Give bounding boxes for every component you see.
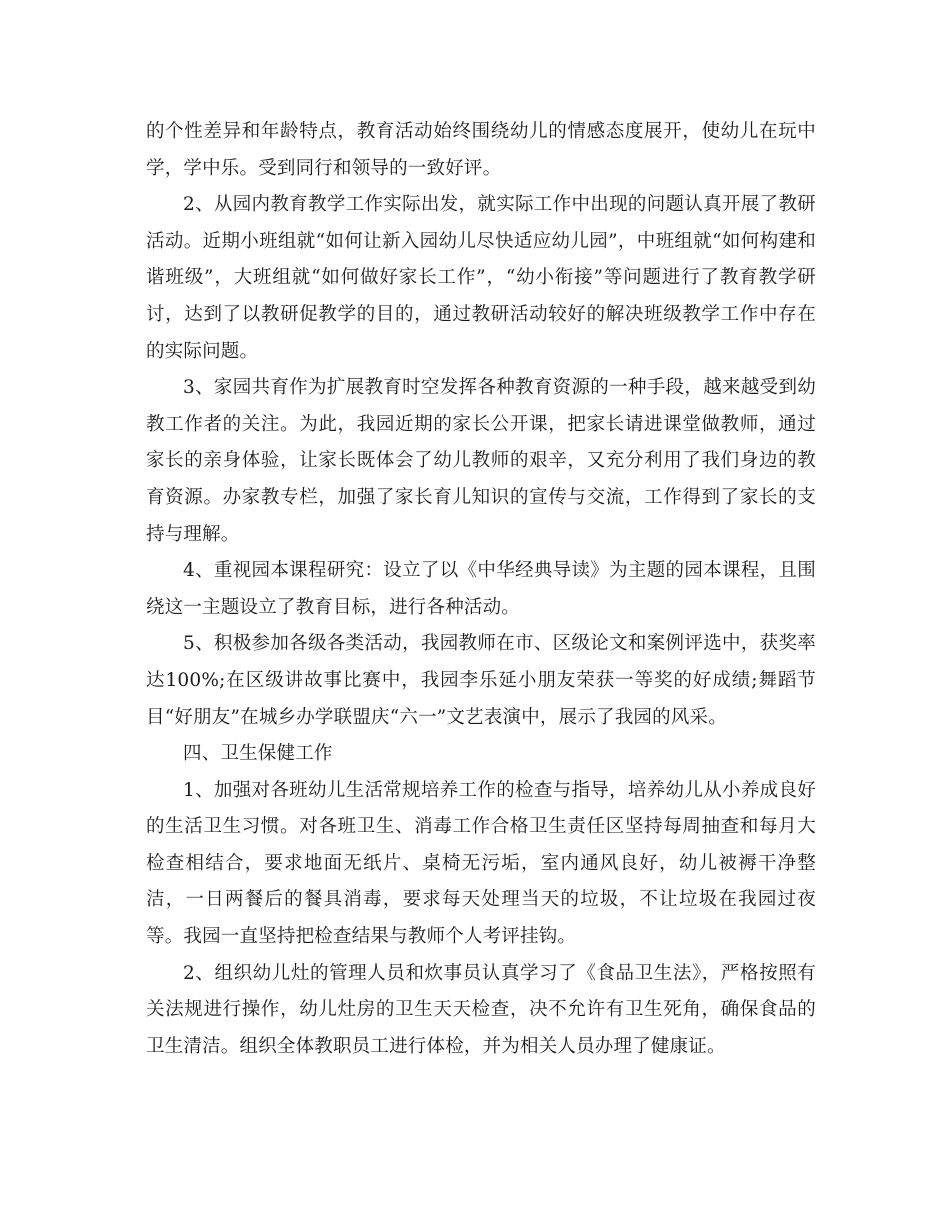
paragraph-health-item-1: 1、加强对各班幼儿生活常规培养工作的检查与指导，培养幼儿从小养成良好的生活卫生习惯。对各班卫生、消毒工作合格卫生责任区坚持每周抽查和每月大检查相结合，要求地面无纸片、桌椅无污垢，室内通风良好，幼儿被褥干净整洁，一日两餐后的餐具消毒，要求每天处理当天的垃圾，不让垃圾在我园过夜等。我园一直坚持把检查结果与教师个人考评挂钩。	[146, 779, 816, 948]
paragraph-item-3-home-school: 3、家园共育作为扩展教育时空发挥各种教育资源的一种手段，越来越受到幼教工作者的关注。为此，我园近期的家长公开课，把家长请进课堂做教师，通过家长的亲身体验，让家长既体会了幼儿教师的艰辛，又充分利用了我们身边的教育资源。办家教专栏，加强了家长育儿知识的宣传与交流，工作得到了家长的支持与理解。	[146, 377, 816, 545]
paragraph-health-item-2: 2、组织幼儿灶的管理人员和炊事员认真学习了《食品卫生法》，严格按照有关法规进行操作，幼儿灶房的卫生天天检查，决不允许有卫生死角，确保食品的卫生清洁。组织全体教职员工进行体检，并为相关人员办理了健康证。	[146, 962, 816, 1057]
paragraph-continuation: 的个性差异和年龄特点，教育活动始终围绕幼儿的情感态度展开，使幼儿在玩中学，学中乐。受到同行和领导的一致好评。	[146, 121, 816, 179]
paragraph-item-4-curriculum: 4、重视园本课程研究：设立了以《中华经典导读》为主题的园本课程，且围绕这一主题设立了教育目标，进行各种活动。	[146, 560, 816, 618]
paragraph-item-2-teaching-research: 2、从园内教育教学工作实际出发，就实际工作中出现的问题认真开展了教研活动。近期小班组就“如何让新入园幼儿尽快适应幼儿园”，中班组就“如何构建和谐班级”，大班组就“如何做好家长工作”，“幼小衔接”等问题进行了教育教学研讨，达到了以教研促教学的目的，通过教研活动较好的解决班级教学工作中存在的实际问题。	[146, 194, 816, 362]
document-body	[146, 114, 816, 1065]
paragraph-item-5-activities: 5、积极参加各级各类活动，我园教师在市、区级论文和案例评选中，获奖率达100%;在区级讲故事比赛中，我园李乐延小朋友荣获一等奖的好成绩;舞蹈节目“好朋友”在城乡办学联盟庆“六一”文艺表演中，展示了我园的风采。	[146, 633, 816, 728]
section-heading-health: 四、卫生保健工作	[183, 743, 333, 765]
